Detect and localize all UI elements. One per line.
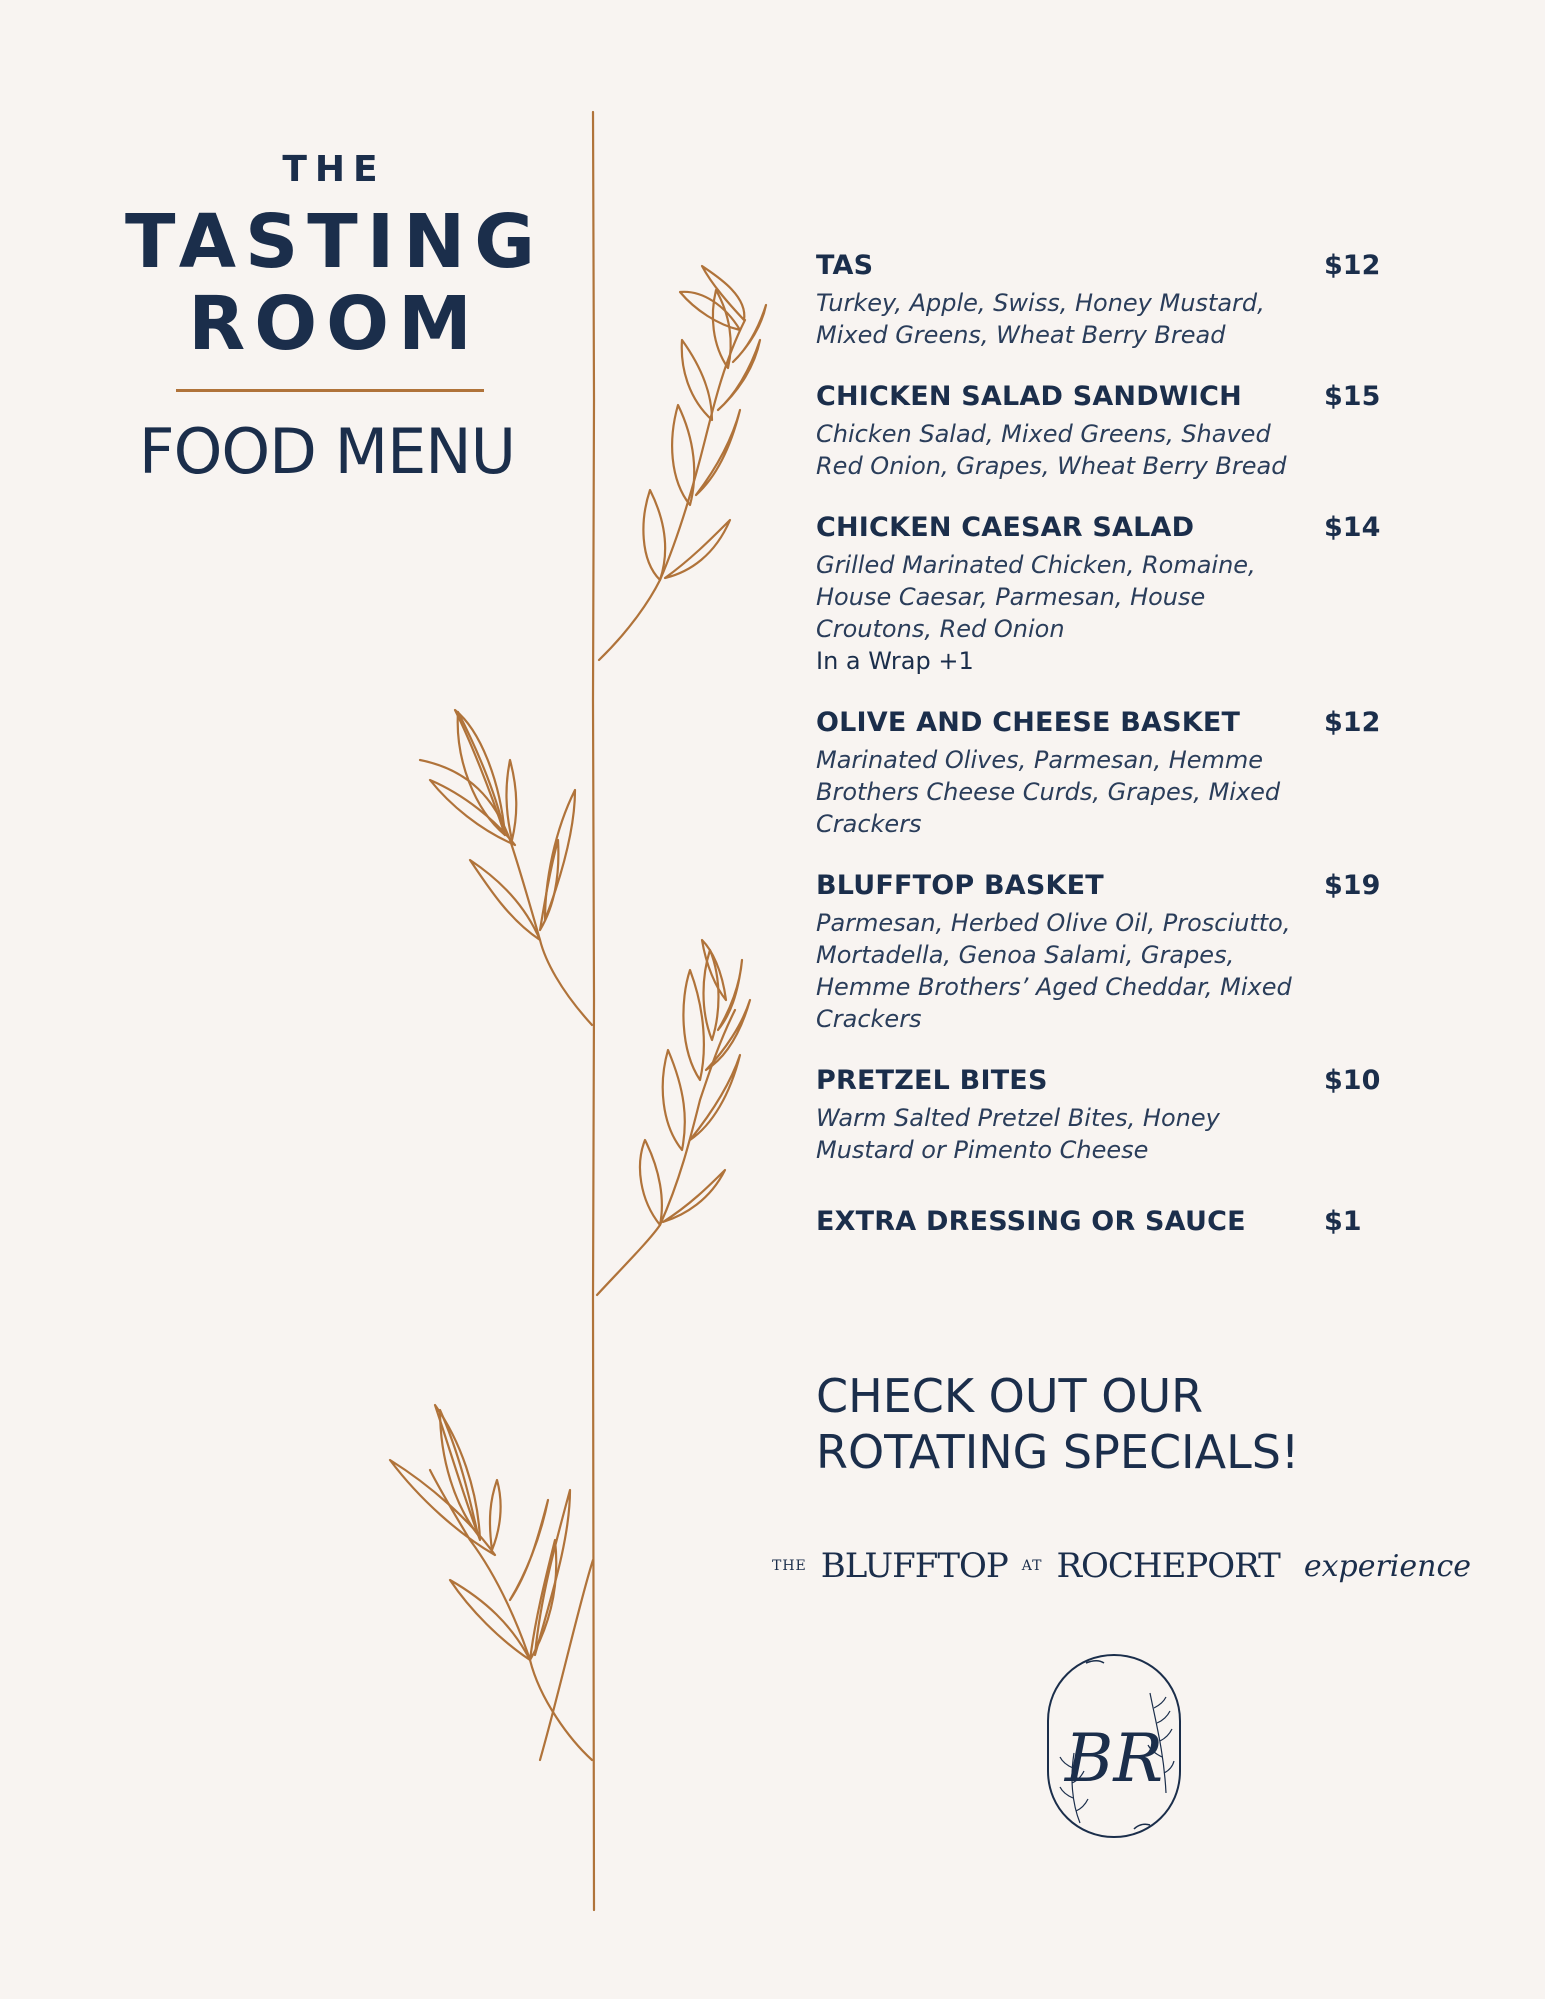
menu-item-price: $15: [1324, 381, 1381, 412]
brand-at: AT: [1021, 1558, 1043, 1574]
brand-experience: experience: [1303, 1548, 1472, 1584]
menu-list: [816, 246, 1388, 1242]
monogram-logo: [1046, 1653, 1182, 1839]
title-divider: [176, 389, 484, 392]
menu-item-description: Marinated Olives, Parmesan, Hemme Brothers Cheese Curds, Grapes, Mixed Crackers: [816, 746, 1281, 838]
menu-item-note: In a Wrap +1: [816, 647, 974, 675]
brand-wordmark: [772, 1538, 1472, 1594]
menu-item-description: Chicken Salad, Mixed Greens, Shaved Red Onion, Grapes, Wheat Berry Bread: [816, 420, 1287, 480]
brand-name-2: ROCHEPORT: [1056, 1546, 1280, 1586]
menu-item-description: Parmesan, Herbed Olive Oil, Prosciutto, Mortadella, Genoa Salami, Grapes, Hemme Brothers’ Aged Cheddar, Mixed Crackers: [816, 909, 1292, 1033]
title-line-2: ROOM: [188, 281, 481, 367]
menu-item-name: CHICKEN CAESAR SALAD: [816, 512, 1195, 543]
menu-item: [816, 246, 1388, 351]
specials-callout: [816, 1368, 1376, 1480]
menu-item: [816, 1061, 1388, 1166]
menu-item: [816, 377, 1388, 482]
menu-item-description: Grilled Marinated Chicken, Romaine, House Caesar, Parmesan, House Croutons, Red Onion: [816, 551, 1256, 643]
menu-item-price: $1: [1324, 1206, 1362, 1237]
title-line-1: TASTING: [125, 199, 544, 285]
brand-the: THE: [772, 1558, 807, 1574]
specials-line-1: CHECK OUT OUR: [816, 1369, 1204, 1423]
menu-item-name: EXTRA DRESSING OR SAUCE: [816, 1206, 1246, 1237]
menu-item-name: OLIVE AND CHEESE BASKET: [816, 707, 1241, 738]
menu-item-description: Turkey, Apple, Swiss, Honey Mustard, Mixed Greens, Wheat Berry Bread: [816, 289, 1265, 349]
menu-item-description: Warm Salted Pretzel Bites, Honey Mustard or Pimento Cheese: [816, 1104, 1220, 1164]
menu-item: [816, 866, 1388, 1035]
monogram-text: BR: [1064, 1720, 1164, 1797]
menu-item-price: $12: [1324, 250, 1381, 281]
menu-item-price: $19: [1324, 870, 1381, 901]
menu-item-name: PRETZEL BITES: [816, 1065, 1048, 1096]
title-block: [110, 145, 550, 492]
page-subtitle: FOOD MENU: [138, 415, 516, 488]
menu-item-price: $10: [1324, 1065, 1381, 1096]
menu-item-name: BLUFFTOP BASKET: [816, 870, 1104, 901]
menu-item-name: TAS: [816, 250, 874, 281]
title-the: THE: [282, 149, 386, 190]
menu-item-price: $12: [1324, 707, 1381, 738]
menu-item: [816, 703, 1388, 840]
specials-line-2: ROTATING SPECIALS!: [816, 1425, 1300, 1479]
menu-item: [816, 1202, 1388, 1242]
brand-name-1: BLUFFTOP: [820, 1546, 1008, 1586]
menu-item-name: CHICKEN SALAD SANDWICH: [816, 381, 1242, 412]
menu-item: [816, 508, 1388, 677]
menu-item-price: $14: [1324, 512, 1381, 543]
